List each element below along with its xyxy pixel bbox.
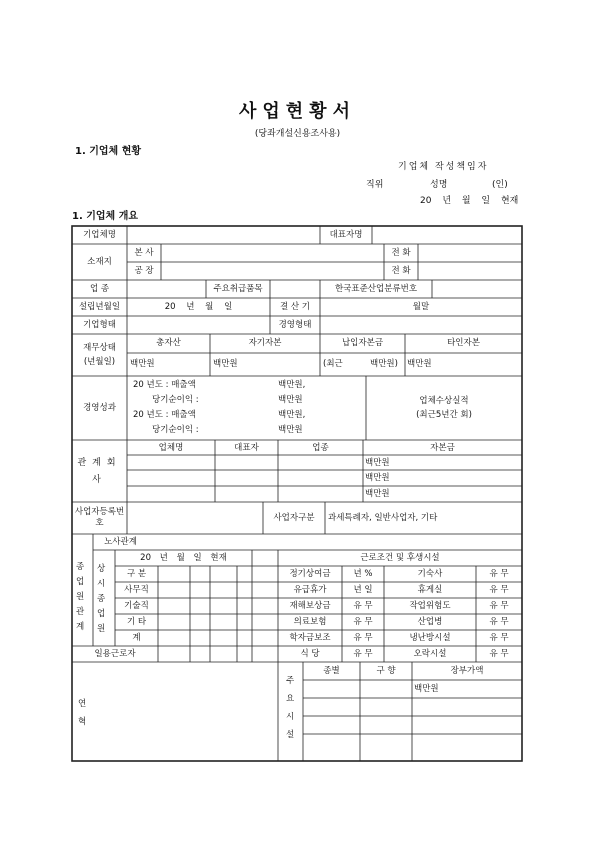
awards-label: 업체수상실적 <box>419 396 469 406</box>
regular-label: 상시종업원 <box>97 564 106 634</box>
phone-label-1: 전 화 <box>391 248 411 258</box>
welfare-value: 유 무 <box>353 633 373 643</box>
borrowed-label: 타인자본 <box>447 338 480 348</box>
performance-label: 경영성과 <box>83 403 116 413</box>
emp-category: 구 분 <box>126 569 147 579</box>
welfare-item-2: 냉난방시설 <box>409 633 451 643</box>
welfare-item: 학자금보조 <box>289 633 331 643</box>
emp-technical: 기술직 <box>124 601 149 611</box>
welfare-label: 근로조건 및 후생시설 <box>360 553 440 563</box>
perf-line-2-value: 백만원 <box>278 395 303 405</box>
employees-label: 종업원관계 <box>76 562 85 632</box>
welfare-item-2: 기숙사 <box>417 569 443 579</box>
perf-line-1-value: 백만원, <box>278 380 306 390</box>
welfare-value: 유 무 <box>353 617 373 627</box>
phone-label-2: 전 화 <box>391 266 411 276</box>
rel-company-label: 업체명 <box>158 443 184 453</box>
rel-capital-unit-1: 백만원 <box>365 458 390 468</box>
writer-label: 기업체 작성책임자 <box>398 162 489 172</box>
emp-office: 사무직 <box>124 585 149 595</box>
date-label: 20 년 월 일 현재 <box>420 196 519 206</box>
perf-line-3: 20 년도 : 매출액 <box>133 410 196 420</box>
yn-value: 유 무 <box>489 569 509 579</box>
perf-line-1: 20 년도 : 매출액 <box>133 380 196 390</box>
company-name-label: 기업체명 <box>83 230 116 240</box>
welfare-item-2: 산업병 <box>417 617 443 627</box>
founded-label: 설립년월일 <box>78 302 121 312</box>
welfare-item-2: 휴게실 <box>417 585 443 595</box>
emp-other: 기 타 <box>126 617 147 627</box>
seal-label: (인) <box>492 180 508 190</box>
related-label: 관계회사 <box>77 458 122 485</box>
bizreg-label: 사업자등록번호 <box>74 507 125 528</box>
head-office-label: 본 사 <box>134 248 154 258</box>
eq-type-label: 종별 <box>323 666 340 676</box>
perf-line-3-value: 백만원, <box>278 410 306 420</box>
welfare-item: 유급휴가 <box>293 585 327 595</box>
equity-label: 자기자본 <box>248 338 282 348</box>
page-title: 사업현황서 <box>239 101 356 122</box>
rel-capital-label: 자본금 <box>430 443 455 453</box>
yn-value: 유 무 <box>489 633 509 643</box>
name-label: 성명 <box>430 180 448 190</box>
history-label: 연혁 <box>78 699 87 727</box>
finance-unit: (년월일) <box>83 357 116 367</box>
yn-value: 유 무 <box>489 649 509 659</box>
eq-spec-label: 구 향 <box>376 666 396 676</box>
yn-value: 유 무 <box>489 617 509 627</box>
daily-label: 일용근로자 <box>94 649 136 659</box>
perf-line-2: 당기순이익 : <box>152 395 199 405</box>
welfare-value: 년 일 <box>353 585 373 595</box>
welfare-item: 재해보상금 <box>289 601 331 611</box>
biz-type-options: 과세특례자, 일반사업자, 기타 <box>328 513 438 523</box>
welfare-value: 년 % <box>353 569 373 579</box>
rel-capital-unit-3: 백만원 <box>365 489 390 499</box>
emp-date: 20 년 월 일 현재 <box>140 553 227 563</box>
main-items-label: 주요취급품목 <box>213 284 263 294</box>
yn-value: 유 무 <box>489 585 509 595</box>
position-label: 직위 <box>366 180 384 190</box>
rel-capital-unit-2: 백만원 <box>365 473 390 483</box>
factory-label: 공 장 <box>134 266 154 276</box>
borrowed-unit: 백만원 <box>407 359 432 369</box>
location-label: 소재지 <box>87 257 112 267</box>
rel-industry-label: 업종 <box>312 443 329 453</box>
industry-label: 업 종 <box>89 284 110 294</box>
section-heading-1b: 1. 기업체 개요 <box>72 211 139 222</box>
ksic-label: 한국표준산업분류번호 <box>334 284 418 294</box>
welfare-item-2: 오락시설 <box>413 649 447 659</box>
perf-line-4: 당기순이익 : <box>152 425 199 435</box>
eq-book-unit: 백만원 <box>414 684 439 694</box>
welfare-value: 유 무 <box>353 649 373 659</box>
company-type-label: 기업형태 <box>83 320 116 330</box>
main-equipment-label: 주요시설 <box>286 676 295 740</box>
perf-line-4-value: 백만원 <box>278 425 303 435</box>
assets-unit: 백만원 <box>130 359 155 369</box>
recent-open: (최근 <box>323 359 343 369</box>
eq-book-label: 장부가액 <box>450 666 484 676</box>
recent-unit: 백만원) <box>370 359 398 369</box>
biz-type-label: 사업자구분 <box>273 513 315 523</box>
mgmt-type-label: 경영형태 <box>278 320 312 330</box>
section-heading-1: 1. 기업체 현황 <box>75 146 142 157</box>
yn-value: 유 무 <box>489 601 509 611</box>
fiscal-end: 월말 <box>412 302 430 312</box>
welfare-value: 유 무 <box>353 601 373 611</box>
finance-label: 재무상태 <box>83 343 116 353</box>
welfare-item: 의료보험 <box>293 617 327 627</box>
fiscal-label: 결 산 기 <box>279 302 311 312</box>
ceo-name-label: 대표자명 <box>329 230 363 240</box>
total-assets-label: 총자산 <box>156 338 181 348</box>
founded-date: 20 년 월 일 <box>164 302 233 312</box>
welfare-item: 식 당 <box>300 649 320 659</box>
paid-capital-label: 납입자본금 <box>341 338 384 348</box>
page-subtitle: (당좌개설신용조사용) <box>254 129 341 139</box>
welfare-item: 정기상여금 <box>289 569 331 579</box>
emp-total: 계 <box>132 633 141 643</box>
awards-sub: (최근5년간 회) <box>416 410 472 420</box>
equity-unit: 백만원 <box>213 359 238 369</box>
labor-label: 노사관계 <box>104 537 137 547</box>
rel-ceo-label: 대표자 <box>234 443 259 453</box>
welfare-item-2: 작업위험도 <box>409 601 451 611</box>
